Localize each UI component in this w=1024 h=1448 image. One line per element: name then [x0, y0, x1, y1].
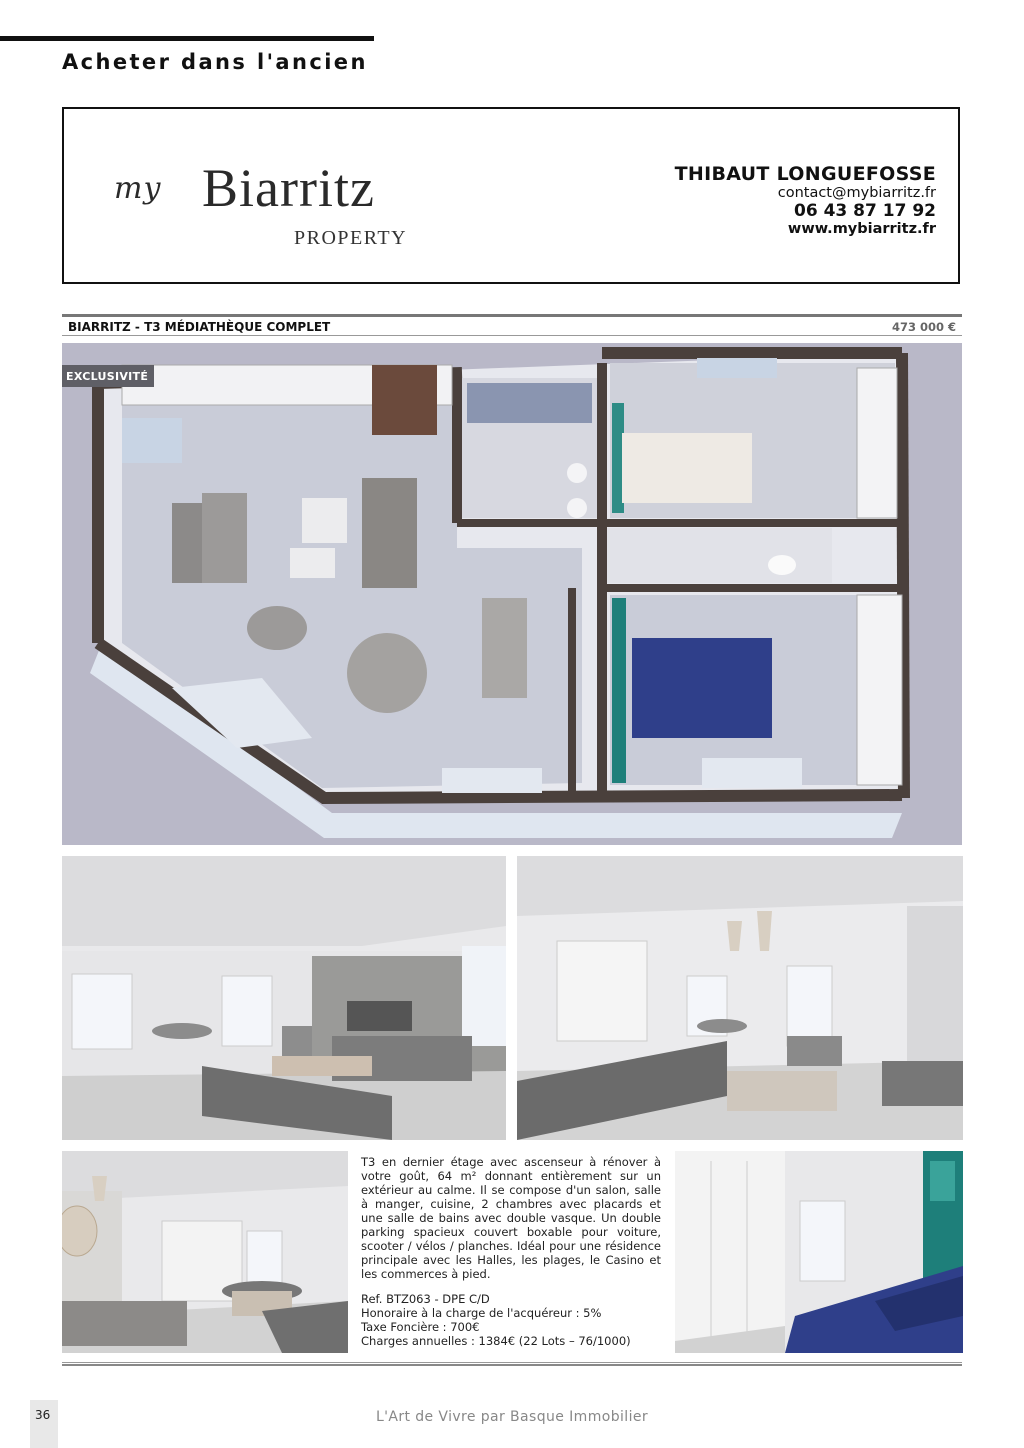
logo-script-text: my [114, 171, 162, 206]
listing-meta [361, 1292, 661, 1348]
listing-header [62, 314, 962, 336]
floor-plan-image [62, 343, 962, 845]
top-rule [0, 36, 374, 41]
agency-logo [114, 158, 434, 261]
floor-plan-drawing [62, 343, 962, 845]
exclusive-badge: EXCLUSIVITÉ [62, 365, 154, 387]
dining-room-photo [62, 1151, 348, 1353]
listing-charges: Charges annuelles : 1384€ (22 Lots – 76/1000) [361, 1334, 631, 1348]
listing-honoraires: Honoraire à la charge de l'acquéreur : 5% [361, 1306, 602, 1320]
bottom-rule [62, 1362, 962, 1366]
living-room-photo-2 [517, 856, 963, 1140]
listing-description [361, 1155, 661, 1348]
dining-room-render [62, 1151, 348, 1353]
bedroom-photo [675, 1151, 963, 1353]
listing-price: 473 000 € [891, 320, 956, 334]
agency-contact [675, 165, 936, 236]
contact-name: THIBAUT LONGUEFOSSE [674, 163, 936, 185]
living-room-render-2 [517, 856, 963, 1140]
contact-website[interactable]: www.mybiarritz.fr [787, 220, 936, 237]
logo-sub-text: PROPERTY [294, 227, 408, 249]
contact-email[interactable]: contact@mybiarritz.fr [777, 185, 936, 201]
section-title: Acheter dans l'ancien [62, 50, 368, 74]
page-number: 36 [30, 1400, 58, 1448]
living-room-photo-1 [62, 856, 506, 1140]
listing-title: BIARRITZ - T3 MÉDIATHÈQUE COMPLET [68, 320, 331, 334]
listing-ref: Ref. BTZ063 - DPE C/D [361, 1292, 490, 1306]
listing-taxe: Taxe Foncière : 700€ [361, 1320, 480, 1334]
contact-phone[interactable]: 06 43 87 17 92 [794, 200, 936, 221]
footer-tagline [0, 1409, 1024, 1425]
logo-main-text: Biarritz [202, 158, 375, 218]
agency-box [62, 107, 960, 284]
description-paragraph: T3 en dernier étage avec ascenseur à rénover à votre goût, 64 m² donnant entièrement sur un extérieur au calme. Il se compose d'un salon, salle à manger, cuisine, 2 chambres avec placards et une salle de bains avec double vasque. Un double parking spacieux couvert boxable pour voiture, scooter / vélos / planches. Idéal pour une résidence principale avec les Halles, les plages, le Casino et les commerces à pied. [361, 1155, 661, 1281]
living-room-render-1 [62, 856, 506, 1140]
footer-tagline-text: L'Art de Vivre par Basque Immobilier [375, 1409, 649, 1425]
bedroom-render [675, 1151, 963, 1353]
